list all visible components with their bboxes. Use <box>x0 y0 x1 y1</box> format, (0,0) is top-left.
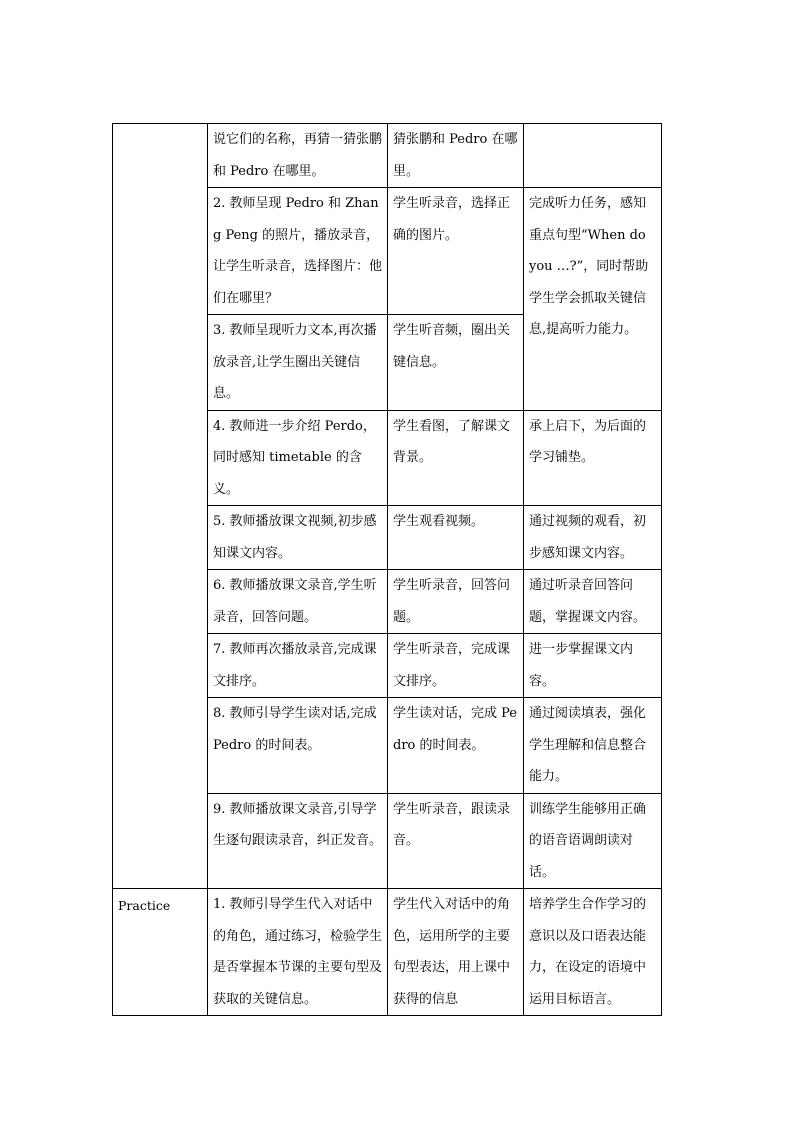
student-activity-cell: 学生听音频，圈出关键信息。 <box>388 315 524 411</box>
student-activity-cell: 猜张鹏和 Pedro 在哪里。 <box>388 124 524 188</box>
student-activity-cell: 学生听录音，跟读录音。 <box>388 793 524 889</box>
student-activity-cell: 学生听录音，回答问题。 <box>388 570 524 634</box>
student-activity-cell: 学生代入对话中的角色，运用所学的主要句型表达，用上课中获得的信息 <box>388 889 524 1016</box>
teacher-activity-cell: 3. 教师呈现听力文本,再次播放录音,让学生圈出关键信息。 <box>208 315 388 411</box>
purpose-cell: 进一步掌握课文内容。 <box>524 634 662 698</box>
purpose-cell: 完成听力任务，感知重点句型“When do you …?”，同时帮助学生学会抓取关键信息,提高听力能力。 <box>524 188 662 411</box>
purpose-cell: 通过视频的观看，初步感知课文内容。 <box>524 506 662 570</box>
purpose-cell: 承上启下，为后面的学习铺垫。 <box>524 410 662 506</box>
teacher-activity-cell: 说它们的名称，再猜一猜张鹏和 Pedro 在哪里。 <box>208 124 388 188</box>
stage-label: Practice <box>118 898 171 913</box>
teacher-activity-cell: 7. 教师再次播放录音,完成课文排序。 <box>208 634 388 698</box>
teacher-activity-cell: 6. 教师播放课文录音,学生听录音，回答问题。 <box>208 570 388 634</box>
teacher-activity-cell: 8. 教师引导学生读对话,完成 Pedro 的时间表。 <box>208 698 388 794</box>
purpose-cell: 通过阅读填表，强化学生理解和信息整合能力。 <box>524 698 662 794</box>
student-activity-cell: 学生读对话，完成 Pedro 的时间表。 <box>388 698 524 794</box>
teacher-activity-cell: 2. 教师呈现 Pedro 和 Zhang Peng 的照片，播放录音，让学生听录音，选择图片：他们在哪里？ <box>208 188 388 315</box>
purpose-cell: 通过听录音回答问题，掌握课文内容。 <box>524 570 662 634</box>
student-activity-cell: 学生观看视频。 <box>388 506 524 570</box>
purpose-cell <box>524 124 662 188</box>
purpose-cell: 培养学生合作学习的意识以及口语表达能力，在设定的语境中运用目标语言。 <box>524 889 662 1016</box>
teacher-activity-cell: 1. 教师引导学生代入对话中的角色，通过练习，检验学生是否掌握本节课的主要句型及获取的关键信息。 <box>208 889 388 1016</box>
student-activity-cell: 学生听录音，选择正确的图片。 <box>388 188 524 315</box>
stage-cell <box>113 889 208 1016</box>
lesson-plan-table <box>112 123 662 1016</box>
stage-cell <box>113 124 208 889</box>
student-activity-cell: 学生看图，了解课文背景。 <box>388 410 524 506</box>
student-activity-cell: 学生听录音，完成课文排序。 <box>388 634 524 698</box>
purpose-cell: 训练学生能够用正确的语音语调朗读对话。 <box>524 793 662 889</box>
table-row <box>113 124 662 188</box>
table-row <box>113 889 662 1016</box>
teacher-activity-cell: 4. 教师进一步介绍 Perdo，同时感知 timetable 的含义。 <box>208 410 388 506</box>
teacher-activity-cell: 5. 教师播放课文视频,初步感知课文内容。 <box>208 506 388 570</box>
teacher-activity-cell: 9. 教师播放课文录音,引导学生逐句跟读录音，纠正发音。 <box>208 793 388 889</box>
